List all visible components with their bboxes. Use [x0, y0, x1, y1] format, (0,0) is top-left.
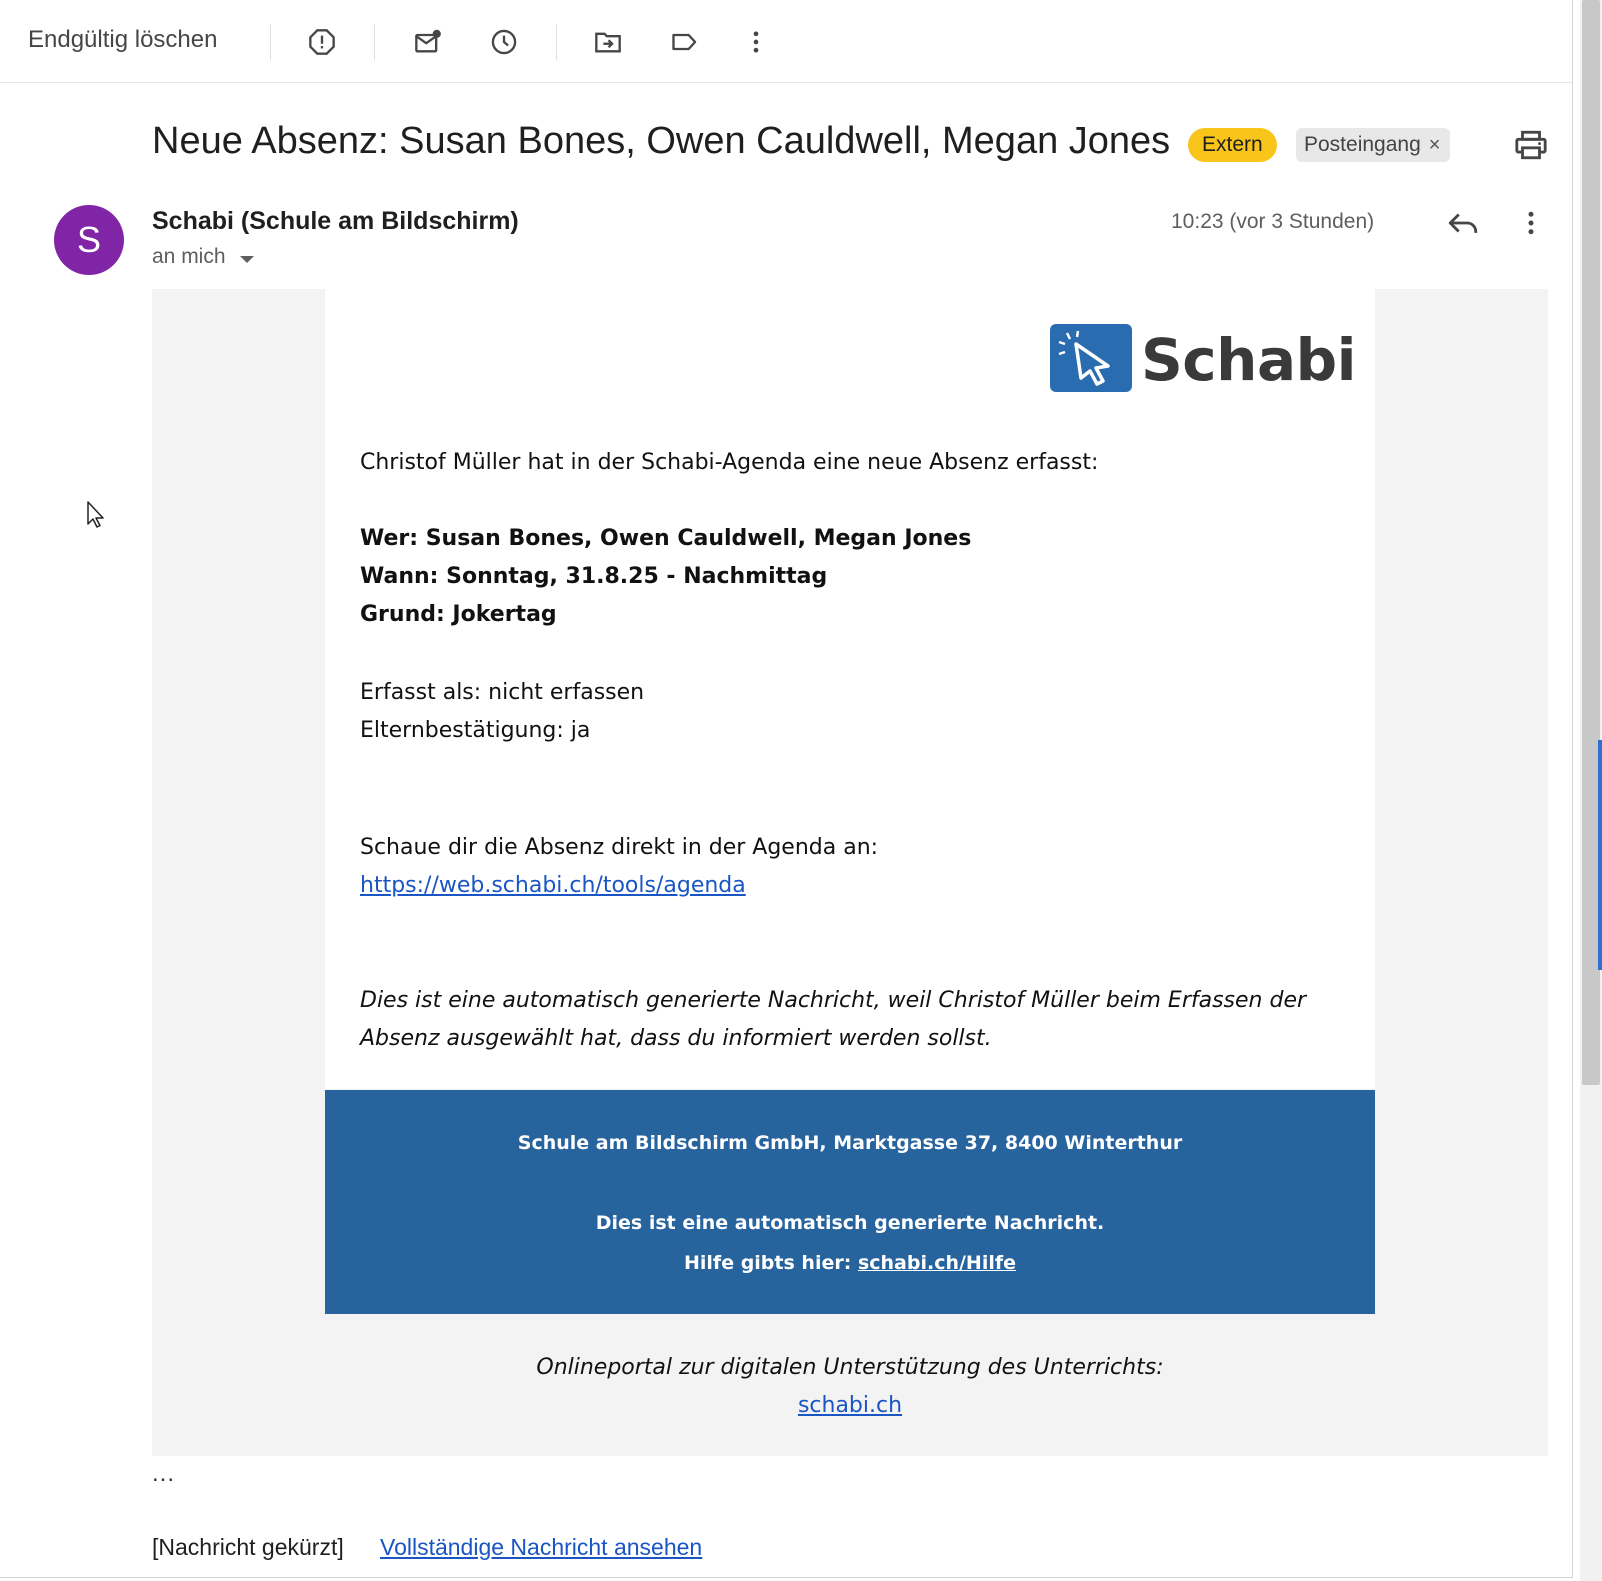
view-full-message-link[interactable]: Vollständige Nachricht ansehen: [380, 1534, 703, 1560]
toolbar-divider: [556, 24, 557, 60]
mouse-cursor-shape: [86, 500, 108, 530]
absence-when: Wann: Sonntag, 31.8.25 - Nachmittag: [360, 564, 828, 589]
agenda-link[interactable]: https://web.schabi.ch/tools/agenda: [360, 873, 746, 898]
print-button[interactable]: [1514, 128, 1548, 162]
extern-label: Extern: [1188, 128, 1277, 162]
recorded-as: Erfasst als: nicht erfassen: [360, 680, 645, 705]
email-footer: [325, 1090, 1375, 1314]
view-prompt: Schaue dir die Absenz direkt in der Agenda an:: [360, 835, 879, 860]
schabi-logo-text: Schabi: [1141, 326, 1356, 394]
move-to-folder-icon: [594, 28, 622, 56]
portal-link-row: [152, 1393, 1548, 1418]
sender-name[interactable]: Schabi (Schule am Bildschirm): [152, 207, 519, 235]
email-timestamp: 10:23 (vor 3 Stunden): [1171, 210, 1375, 233]
label-button[interactable]: [664, 22, 704, 62]
mail-toolbar: [0, 0, 1572, 83]
snooze-button[interactable]: [484, 22, 524, 62]
label-icon: [670, 28, 698, 56]
footer-address: , Marktgasse 37, 8400 Winterthur: [819, 1132, 1183, 1154]
auto-note-line-2: Absenz ausgewählt hat, dass du informiert werden sollst.: [360, 1026, 992, 1051]
show-trimmed-content[interactable]: ...: [152, 1460, 176, 1487]
absence-reason: Grund: Jokertag: [360, 602, 557, 627]
sender-avatar: S: [54, 205, 124, 275]
toolbar-divider: [270, 24, 271, 60]
report-spam-icon: [308, 28, 336, 56]
report-spam-button[interactable]: [302, 22, 342, 62]
delete-forever-button[interactable]: Endgültig löschen: [28, 26, 218, 53]
email-subject: Neue Absenz: Susan Bones, Owen Cauldwell, Megan Jones: [152, 120, 1171, 162]
recipient-text: an mich: [152, 245, 226, 268]
parent-confirmation: Elternbestätigung: ja: [360, 718, 591, 743]
inbox-label-text: Posteingang: [1304, 133, 1421, 156]
print-icon: [1514, 128, 1548, 162]
mark-unread-icon: [414, 28, 442, 56]
remove-label-icon[interactable]: ×: [1428, 134, 1441, 156]
move-to-button[interactable]: [588, 22, 628, 62]
message-more-button[interactable]: [1516, 206, 1546, 240]
footer-address-line: [325, 1132, 1375, 1154]
more-vert-icon: [742, 28, 770, 56]
auto-note-line-1: Dies ist eine automatisch generierte Nachricht, weil Christof Müller beim Erfassen der: [360, 988, 1307, 1013]
absence-who: Wer: Susan Bones, Owen Cauldwell, Megan Jones: [360, 526, 972, 551]
mark-unread-button[interactable]: [408, 22, 448, 62]
clock-icon: [490, 28, 518, 56]
intro-text: Christof Müller hat in der Schabi-Agenda eine neue Absenz erfasst:: [360, 450, 1099, 475]
recipient-details[interactable]: [152, 245, 254, 269]
chevron-down-icon[interactable]: [240, 256, 254, 263]
mouse-cursor-icon: [86, 500, 108, 530]
more-options-button[interactable]: [736, 22, 776, 62]
schabi-link[interactable]: schabi.ch: [797, 1393, 903, 1418]
portal-tagline: Onlineportal zur digitalen Unterstützung des Unterrichts:: [536, 1355, 1164, 1380]
scroll-edge-accent: [1598, 740, 1602, 970]
reply-icon: [1446, 206, 1480, 240]
trimmed-notice: [Nachricht gekürzt]: [152, 1534, 344, 1560]
help-link[interactable]: schabi.ch/Hilfe: [857, 1252, 1016, 1274]
footer-auto-message: Dies ist eine automatisch generierte Nachricht.: [595, 1212, 1105, 1234]
footer-company: Schule am Bildschirm GmbH: [517, 1132, 820, 1154]
more-vert-icon: [1516, 206, 1546, 240]
toolbar-divider: [374, 24, 375, 60]
footer-help-prefix: Hilfe gibts hier:: [684, 1252, 858, 1274]
reply-button[interactable]: [1446, 206, 1480, 240]
inbox-label[interactable]: [1296, 128, 1450, 162]
footer-help-line: [325, 1252, 1375, 1274]
